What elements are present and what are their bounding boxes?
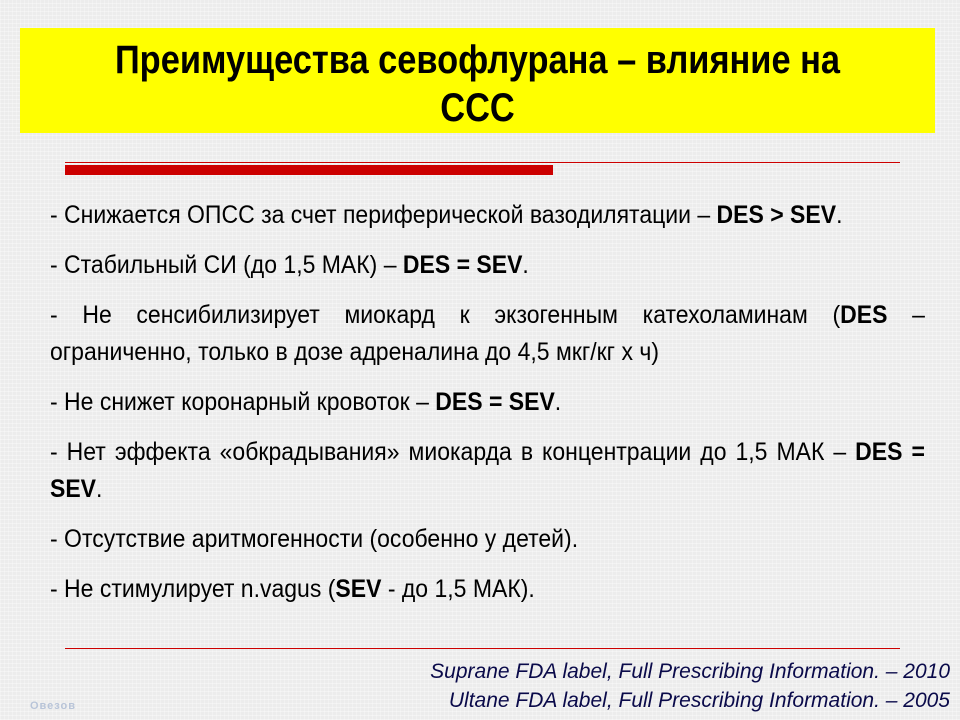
reference-line: Ultane FDA label, Full Prescribing Information. – 2005 — [448, 689, 950, 712]
bullet-emphasis: DES = SEV — [50, 438, 925, 503]
bullet-text: . — [836, 201, 843, 229]
bullet-emphasis: DES = SEV — [402, 251, 523, 279]
bullet-emphasis: DES = SEV — [435, 388, 555, 416]
bullet-text: . — [554, 388, 562, 416]
title-divider-thick — [65, 165, 553, 175]
bullet-text: . — [96, 475, 103, 503]
references — [350, 657, 950, 715]
bullet-emphasis: DES — [840, 301, 888, 329]
bullet-list — [50, 197, 925, 621]
bullet-item — [50, 384, 925, 421]
bullet-text: - Снижается ОПСС за счет периферической вазодилятации – — [50, 201, 717, 229]
bullet-text: . — [522, 251, 529, 279]
bullet-text: – ограниченно, только в дозе адреналина до 4,5 мкг/кг х ч) — [50, 301, 925, 366]
author-watermark: Овезов — [30, 700, 76, 712]
bullet-item — [50, 297, 925, 371]
reference-line: Suprane FDA label, Full Prescribing Information. – 2010 — [430, 660, 950, 683]
bullet-emphasis: SEV — [335, 575, 382, 603]
bullet-item — [50, 434, 925, 508]
slide-title: Преимущества севофлурана – влияние на ССС — [114, 38, 841, 130]
bullet-emphasis: DES > SEV — [716, 201, 837, 229]
bullet-text: - Не снижет коронарный кровоток – — [50, 388, 436, 416]
bullet-item — [50, 521, 925, 558]
title-divider-thin — [65, 162, 900, 163]
bullet-item — [50, 571, 925, 608]
bullet-item — [50, 197, 925, 234]
bullet-text: - Не сенсибилизирует миокард к экзогенным катехоламинам ( — [50, 301, 841, 329]
bullet-item — [50, 247, 925, 284]
footer-divider — [65, 648, 900, 649]
bullet-text: - Не стимулирует n.vagus ( — [50, 575, 336, 603]
bullet-text: - Отсутствие аритмогенности (особенно у детей). — [50, 525, 579, 553]
bullet-text: - Нет эффекта «обкрадывания» миокарда в концентрации до 1,5 МАК – — [50, 438, 856, 466]
bullet-text: - до 1,5 МАК). — [381, 575, 535, 603]
bullet-text: - Стабильный СИ (до 1,5 МАК) – — [50, 251, 403, 279]
